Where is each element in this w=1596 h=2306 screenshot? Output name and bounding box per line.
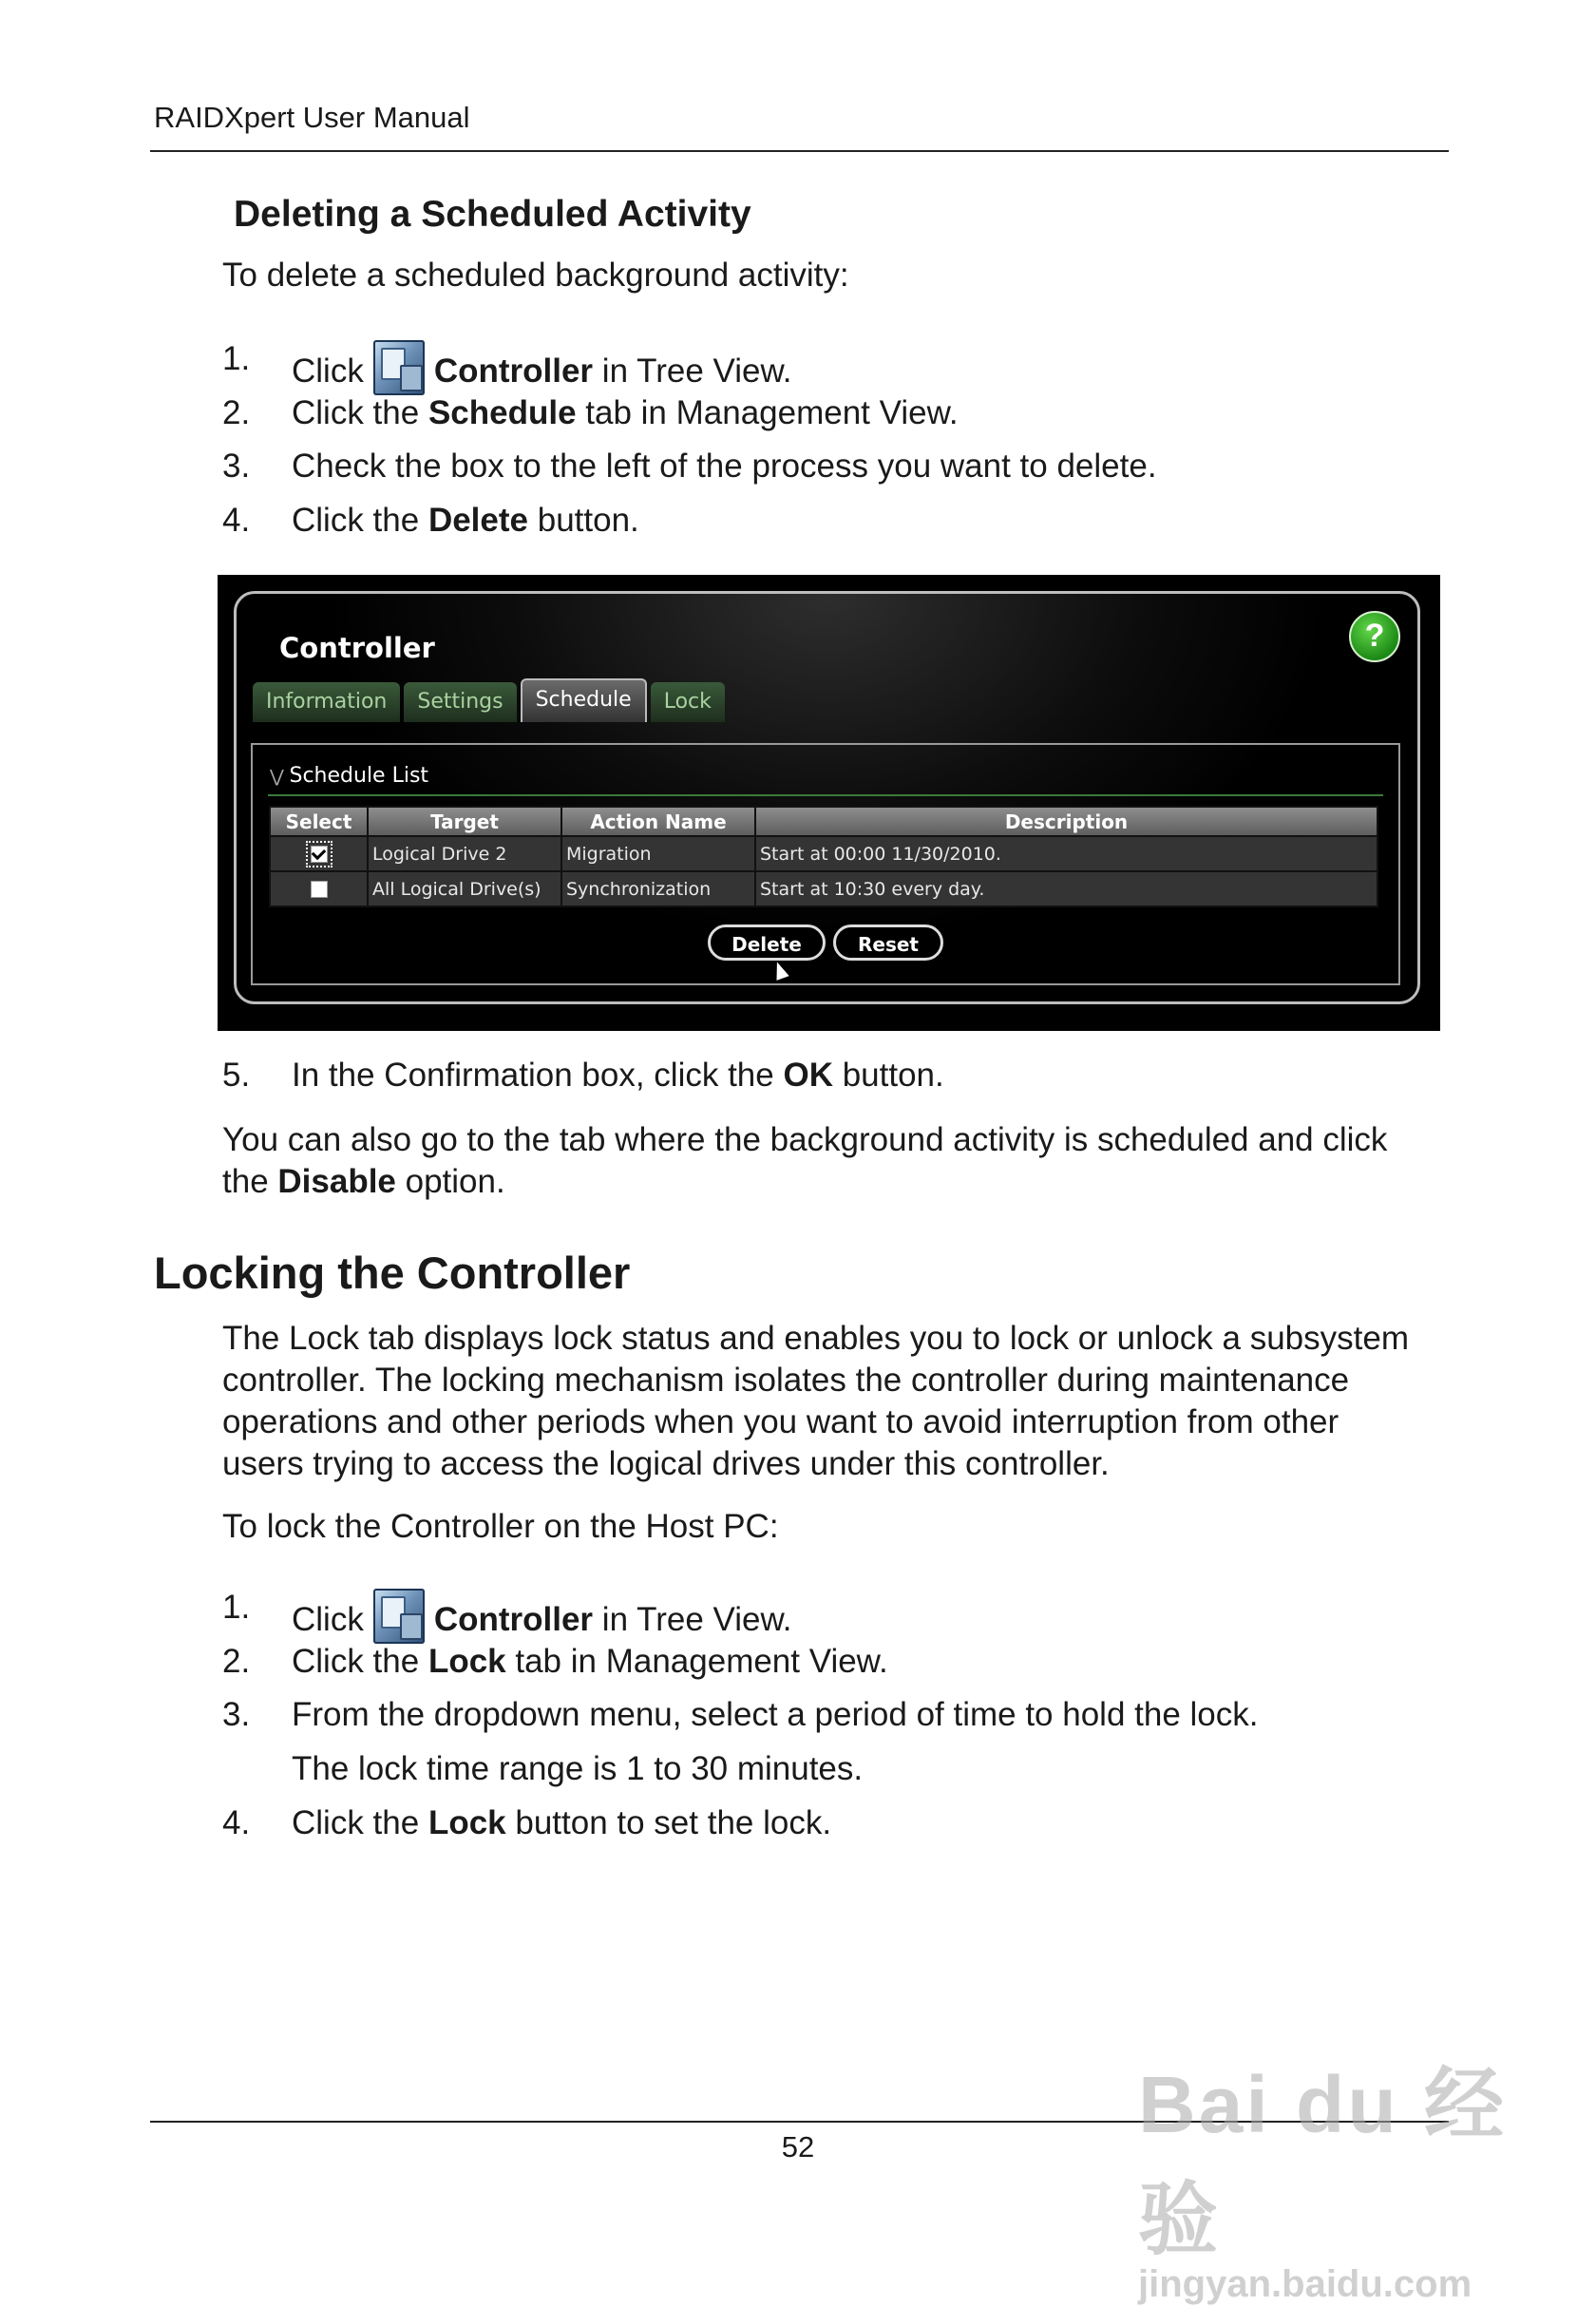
panel-title: Controller — [279, 632, 435, 664]
step-3: Check the box to the left of the process you want to delete. — [292, 448, 1157, 485]
tab-information[interactable]: Information — [253, 682, 400, 722]
disable-note-line-2: the Disable option. — [222, 1163, 505, 1200]
controller-icon — [373, 340, 425, 395]
target-cell: All Logical Drive(s) — [368, 871, 561, 906]
schedule-list-header[interactable]: ⋁︎ Schedule List — [270, 764, 429, 788]
column-header-action: Action Name — [561, 807, 755, 836]
description-cell: Start at 00:00 11/30/2010. — [755, 836, 1378, 871]
intro-delete: To delete a scheduled background activity: — [222, 257, 849, 294]
step-number: 4. — [222, 502, 251, 539]
reset-button[interactable]: Reset — [833, 924, 943, 961]
lock-para-line-4: users trying to access the logical drives under this controller. — [222, 1445, 1110, 1482]
step-number: 1. — [222, 340, 251, 377]
section-heading-deleting: Deleting a Scheduled Activity — [234, 194, 751, 235]
help-icon[interactable]: ? — [1349, 611, 1400, 662]
column-header-description: Description — [755, 807, 1378, 836]
table-row — [270, 871, 1378, 906]
watermark-brand: Bai du 经验 — [1138, 2060, 1508, 2264]
step-5: In the Confirmation box, click the OK button. — [292, 1057, 944, 1094]
step-number: 5. — [222, 1057, 251, 1094]
tab-settings[interactable]: Settings — [404, 682, 516, 722]
intro-lock: To lock the Controller on the Host PC: — [222, 1508, 779, 1545]
schedule-list-divider — [268, 794, 1383, 796]
tab-bar — [253, 682, 729, 722]
step-number: 3. — [222, 1696, 251, 1733]
lock-step-1: Click Controller in Tree View. — [292, 1589, 792, 1644]
select-cell — [270, 836, 368, 871]
target-cell: Logical Drive 2 — [368, 836, 561, 871]
controller-panel — [234, 591, 1420, 1004]
watermark-url: jingyan.baidu.com — [1138, 2263, 1472, 2305]
lock-step-3: From the dropdown menu, select a period of time to hold the lock. — [292, 1696, 1259, 1733]
controller-icon — [373, 1589, 425, 1644]
mouse-pointer-icon — [770, 960, 788, 981]
lock-para-line-3: operations and other periods when you want to avoid interruption from other — [222, 1403, 1340, 1440]
tab-schedule[interactable]: Schedule — [521, 678, 647, 722]
page-number: 52 — [781, 2130, 815, 2163]
step-4: Click the Delete button. — [292, 502, 639, 539]
header-rule — [150, 150, 1449, 152]
disable-note-line-1: You can also go to the tab where the background activity is scheduled and click — [222, 1121, 1388, 1158]
chevron-down-icon: ⋁︎ — [270, 767, 290, 787]
lock-step-2: Click the Lock tab in Management View. — [292, 1643, 888, 1680]
lock-para-line-1: The Lock tab displays lock status and enables you to lock or unlock a subsystem — [222, 1320, 1409, 1357]
action-cell: Migration — [561, 836, 755, 871]
lock-para-line-2: controller. The locking mechanism isolates the controller during maintenance — [222, 1362, 1350, 1399]
schedule-list-box — [251, 743, 1400, 985]
controller-screenshot — [218, 575, 1440, 1031]
column-header-target: Target — [368, 807, 561, 836]
lock-step-3-detail: The lock time range is 1 to 30 minutes. — [292, 1750, 864, 1787]
step-1: Click Controller in Tree View. — [292, 340, 792, 395]
column-header-select: Select — [270, 807, 368, 836]
step-number: 3. — [222, 448, 251, 485]
delete-button[interactable]: Delete — [708, 924, 826, 961]
description-cell: Start at 10:30 every day. — [755, 871, 1378, 906]
running-header: RAIDXpert User Manual — [154, 101, 470, 134]
baidu-watermark — [1138, 2041, 1518, 2306]
row-checkbox[interactable] — [311, 881, 328, 898]
select-cell — [270, 871, 368, 906]
step-number: 2. — [222, 1643, 251, 1680]
action-cell: Synchronization — [561, 871, 755, 906]
schedule-table — [269, 806, 1378, 907]
step-number: 4. — [222, 1804, 251, 1841]
tab-lock[interactable]: Lock — [651, 682, 725, 722]
table-row — [270, 836, 1378, 871]
lock-step-4: Click the Lock button to set the lock. — [292, 1804, 832, 1841]
step-2: Click the Schedule tab in Management View. — [292, 394, 959, 431]
section-heading-locking: Locking the Controller — [154, 1248, 631, 1298]
row-checkbox-checked[interactable] — [311, 846, 328, 863]
step-number: 2. — [222, 394, 251, 431]
step-number: 1. — [222, 1589, 251, 1626]
